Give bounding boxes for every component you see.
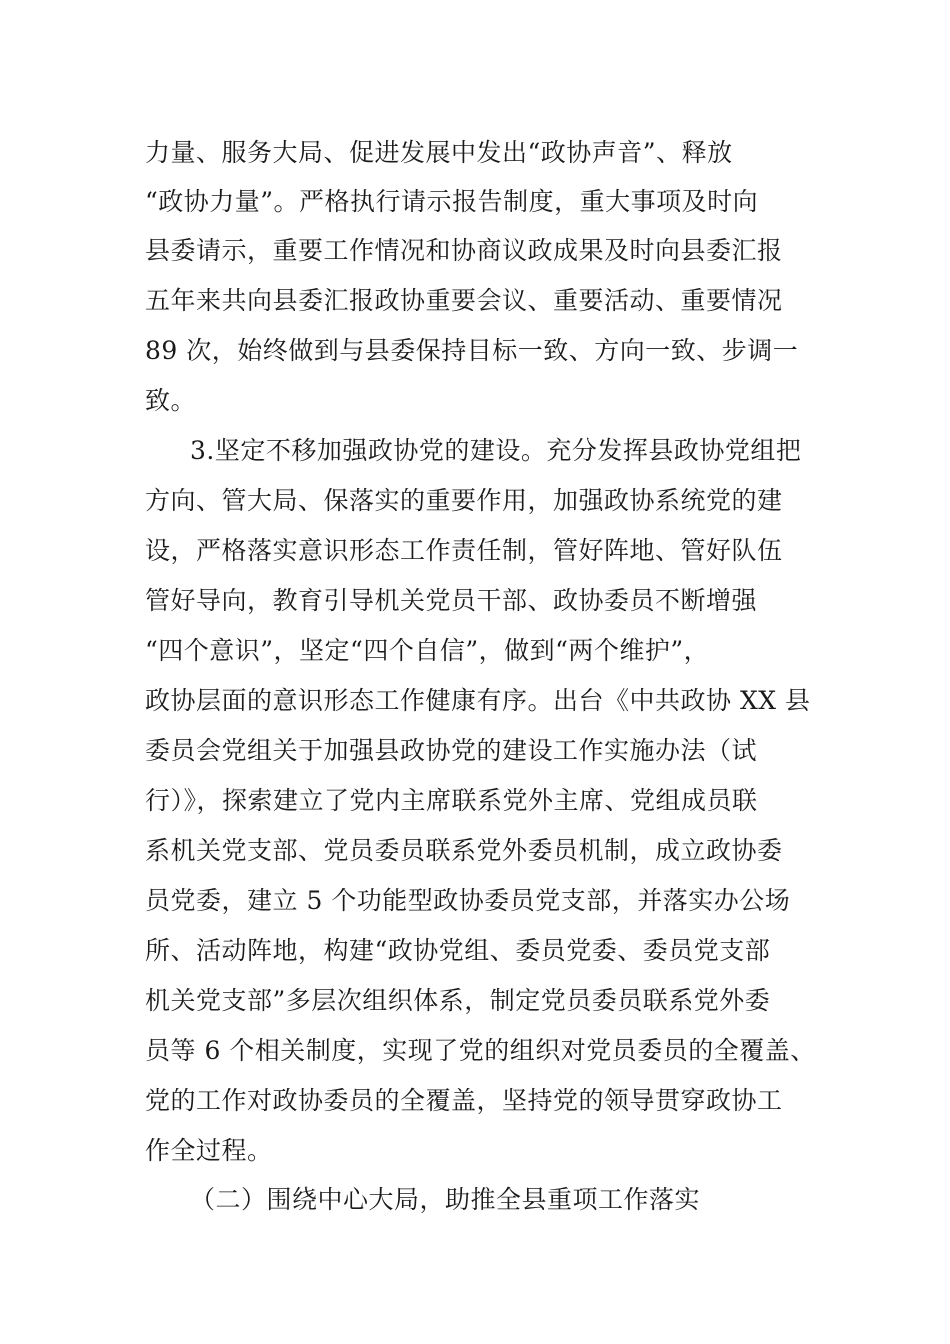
text-line: 行）》，探索建立了党内主席联系党外主席、党组成员联 <box>145 786 758 815</box>
text-line: 所、活动阵地，构建“政协党组、委员党委、委员党支部 <box>145 936 771 965</box>
text-line: 县委请示，重要工作情况和协商议政成果及时向县委汇报 <box>145 236 783 265</box>
text-line: 委员会党组关于加强县政协党的建设工作实施办法（试 <box>145 736 758 765</box>
text-line: 员等 6 个相关制度，实现了党的组织对党员委员的全覆盖、 <box>145 1036 816 1065</box>
text-line: 设，严格落实意识形态工作责任制，管好阵地、管好队伍 <box>145 536 783 565</box>
text-line: “政协力量”。严格执行请示报告制度，重大事项及时向 <box>145 187 759 216</box>
section-heading-3: 3.坚定不移加强政协党的建设。充分发挥县政协党组把 <box>190 436 802 465</box>
text-line: 五年来共向县委汇报政协重要会议、重要活动、重要情况 <box>145 286 783 315</box>
text-line: 系机关党支部、党员委员联系党外委员机制，成立政协委 <box>145 836 783 865</box>
text-line: 方向、管大局、保落实的重要作用，加强政协系统党的建 <box>145 486 783 515</box>
text-line: “四个意识”，坚定“四个自信”，做到“两个维护”， <box>145 636 710 665</box>
text-line: 员党委，建立 5 个功能型政协委员党支部，并落实办公场 <box>145 886 791 915</box>
text-line: 政协层面的意识形态工作健康有序。出台《中共政协 XX 县 <box>145 686 811 715</box>
text-line: 89 次，始终做到与县委保持目标一致、方向一致、步调一 <box>145 336 799 365</box>
text-line: 机关党支部”多层次组织体系，制定党员委员联系党外委 <box>145 986 771 1015</box>
text-line: 力量、服务大局、促进发展中发出“政协声音”、释放 <box>145 138 733 167</box>
text-line: 致。 <box>145 386 197 415</box>
section-heading-2: （二）围绕中心大局，助推全县重项工作落实 <box>190 1185 701 1214</box>
text-line: 作全过程。 <box>145 1136 273 1165</box>
text-line: 党的工作对政协委员的全覆盖，坚持党的领导贯穿政协工 <box>145 1086 783 1115</box>
text-line: 管好导向，教育引导机关党员干部、政协委员不断增强 <box>145 586 758 615</box>
